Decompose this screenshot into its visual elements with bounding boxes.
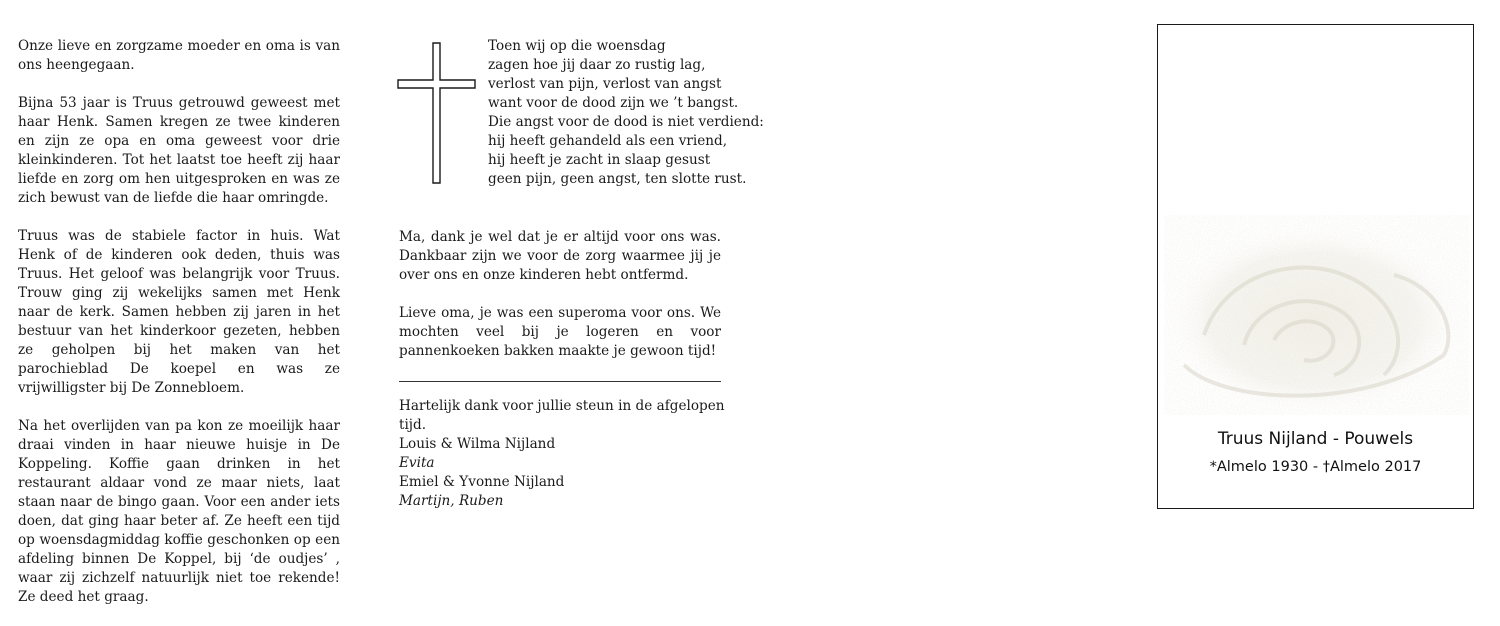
signer-family-2: Emiel & Yvonne Nijland (399, 474, 565, 490)
divider (399, 381, 721, 382)
poem-line: hij heeft je zacht in slaap gesust (488, 152, 711, 168)
signer-family-1-children: Evita (399, 455, 435, 471)
poem (488, 37, 764, 189)
deceased-name: Truus Nijland - Pouwels (1217, 429, 1414, 449)
biography-paragraph-2: Bijna 53 jaar is Truus getrouwd geweest met haar Henk. Samen kregen ze twee kinderen en zijn ze opa en oma geweest voor drie kleinkinderen. Tot het laatst toe heeft zij haar liefde en zorg om hen uitgesproken en was ze zich bewust van de liefde die haar omringde. (18, 95, 340, 206)
biography-paragraph-4: Na het overlijden van pa kon ze moeilijk haar draai vinden in haar nieuwe huisje in De Koppeling. Koffie gaan drinken in het restaurant aldaar vond ze maar niets, laat staan naar de bingo gaan. Voor een ander iets doen, dat ging haar beter af. Ze heeft een tijd op woensdagmiddag koffie geschonken op een afdeling binnen De Koppel, bij ‘de oudjes’ , waar zij zichzelf natuurlijk niet toe rekende! Ze deed het graag. (18, 418, 340, 605)
birth-death-dates: *Almelo 1930 - †Almelo 2017 (1209, 459, 1422, 475)
message-paragraph-1: Ma, dank je wel dat je er altijd voor ons was. Dankbaar zijn we voor de zorg waarmee jij je over ons en onze kinderen hebt ontfermd. (399, 229, 721, 283)
poem-line: Die angst voor de dood is niet verdiend: (488, 114, 764, 130)
poem-line: geen pijn, geen angst, ten slotte rust. (488, 171, 747, 187)
poem-line: zagen hoe jij daar zo rustig lag, (488, 57, 706, 73)
poem-line: want voor de dood zijn we ’t bangst. (488, 95, 739, 111)
biography-text (18, 37, 340, 626)
poem-line: verlost van pijn, verlost van angst (488, 76, 722, 92)
signer-family-1: Louis & Wilma Nijland (399, 436, 556, 452)
family-message (399, 228, 721, 380)
cross-icon (397, 42, 477, 184)
message-paragraph-2: Lieve oma, je was een superoma voor ons. We mochten veel bij je logeren en voor pannenkoeken bakken maakte je gewoon tijd! (399, 305, 721, 359)
signers (399, 435, 729, 511)
thanks-text: Hartelijk dank voor jullie steun in de afgelopen tijd. (399, 398, 725, 433)
biography-paragraph-3: Truus was de stabiele factor in huis. Wat Henk of de kinderen ook deden, thuis was Truus. Het geloof was belangrijk voor Truus. Trouw ging zij wekelijks samen met Henk naar de kerk. Samen hebben zij jaren in het bestuur van het kinderkoor gezeten, hebben ze geholpen bij het maken van het parochieblad De koepel en was ze vrijwilligster bij De Zonnebloem. (18, 228, 340, 396)
signer-family-2-children: Martijn, Ruben (399, 493, 504, 509)
memorial-card (1157, 24, 1474, 509)
biography-paragraph-1: Onze lieve en zorgzame moeder en oma is van ons heengegaan. (18, 38, 340, 73)
rose-image (1164, 215, 1469, 415)
poem-line: hij heeft gehandeld als een vriend, (488, 133, 728, 149)
poem-line: Toen wij op die woensdag (488, 38, 666, 54)
